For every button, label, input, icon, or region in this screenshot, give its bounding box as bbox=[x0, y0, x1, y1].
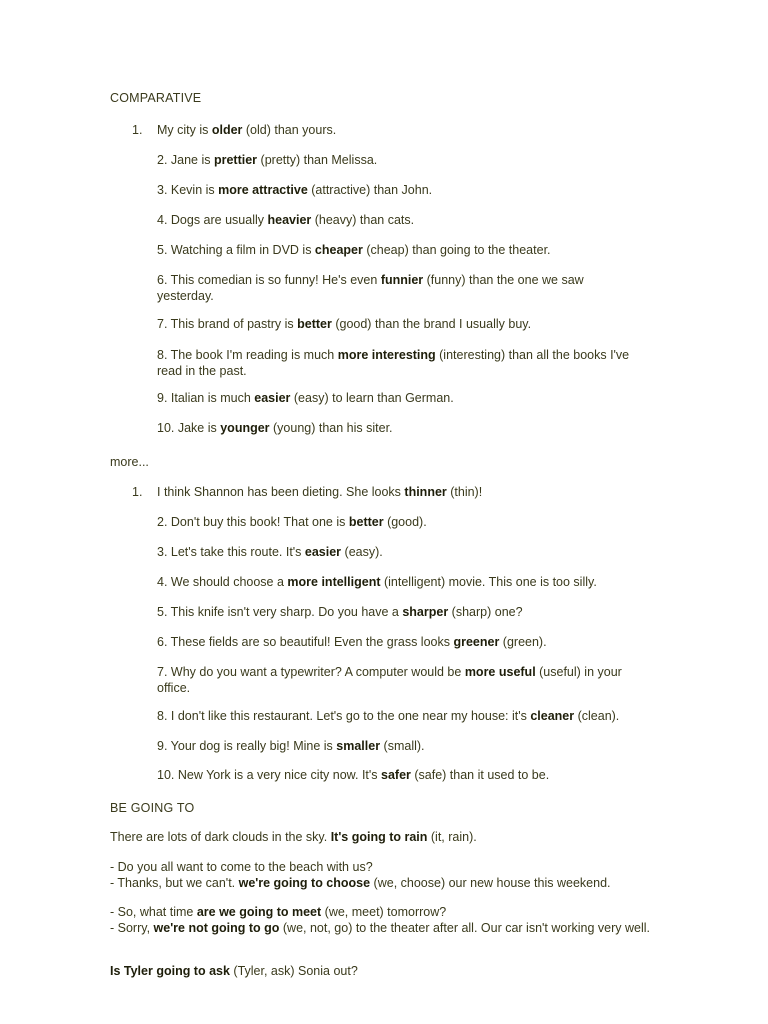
answer-text: Is Tyler going to ask bbox=[110, 964, 230, 978]
answer-text: greener bbox=[453, 635, 500, 649]
exercise-sentence: There are lots of dark clouds in the sky. It's going to rain (it, rain). bbox=[110, 830, 477, 844]
list-item: 3. Kevin is more attractive (attractive) than John. bbox=[157, 183, 433, 197]
list-item: I think Shannon has been dieting. She looks thinner (thin)! bbox=[157, 485, 483, 499]
answer-text: are we going to meet bbox=[196, 905, 322, 919]
list-item: 7. Why do you want a typewriter? A computer would be more useful (useful) in your office. bbox=[157, 665, 622, 695]
dialogue-line: - So, what time are we going to meet (we, meet) tomorrow? bbox=[110, 905, 447, 919]
section-heading-going-to: BE GOING TO bbox=[110, 801, 195, 815]
answer-text: cheaper bbox=[314, 243, 363, 257]
answer-text: It's going to rain bbox=[330, 830, 428, 844]
dialogue-line: - Do you all want to come to the beach with us? bbox=[110, 860, 373, 874]
list-item: 8. I don't like this restaurant. Let's go to the one near my house: it's cleaner (clean). bbox=[157, 709, 620, 723]
answer-text: more attractive bbox=[218, 183, 308, 197]
answer-text: sharper bbox=[402, 605, 449, 619]
answer-text: thinner bbox=[404, 485, 447, 499]
answer-text: better bbox=[297, 317, 332, 331]
answer-text: we're not going to go bbox=[153, 921, 280, 935]
list-item: 9. Your dog is really big! Mine is smaller (small). bbox=[157, 739, 425, 753]
answer-text: smaller bbox=[336, 739, 381, 753]
list-item: 5. Watching a film in DVD is cheaper (cheap) than going to the theater. bbox=[157, 243, 551, 257]
exercise-sentence: Is Tyler going to ask (Tyler, ask) Sonia out? bbox=[110, 964, 358, 978]
dialogue-line: - Sorry, we're not going to go (we, not, go) to the theater after all. Our car isn't working very well. bbox=[110, 921, 650, 935]
list-item: 7. This brand of pastry is better (good) than the brand I usually buy. bbox=[157, 317, 532, 331]
dialogue-line: - Thanks, but we can't. we're going to choose (we, choose) our new house this weekend. bbox=[110, 876, 611, 890]
section-heading-comparative: COMPARATIVE bbox=[110, 91, 202, 105]
list-item: 6. This comedian is so funny! He's even funnier (funny) than the one we saw yesterday. bbox=[157, 273, 584, 303]
answer-text: older bbox=[211, 123, 243, 137]
list-item: 5. This knife isn't very sharp. Do you have a sharper (sharp) one? bbox=[157, 605, 523, 619]
answer-text: easier bbox=[304, 545, 342, 559]
list-item: My city is older (old) than yours. bbox=[157, 123, 337, 137]
list-item: 8. The book I'm reading is much more interesting (interesting) than all the books I've read in the past. bbox=[157, 348, 630, 378]
answer-text: more useful bbox=[464, 665, 536, 679]
list-item: 10. Jake is younger (young) than his siter. bbox=[157, 421, 393, 435]
list-item: 10. New York is a very nice city now. It's safer (safe) than it used to be. bbox=[157, 768, 550, 782]
answer-text: we're going to choose bbox=[238, 876, 371, 890]
list-item: 4. Dogs are usually heavier (heavy) than cats. bbox=[157, 213, 415, 227]
answer-text: more interesting bbox=[337, 348, 436, 362]
answer-text: safer bbox=[381, 768, 411, 782]
dialogue-block bbox=[110, 904, 650, 936]
list-item: 9. Italian is much easier (easy) to learn than German. bbox=[157, 391, 454, 405]
answer-text: funnier bbox=[380, 273, 424, 287]
list-number: 1. bbox=[132, 123, 143, 137]
answer-text: prettier bbox=[213, 153, 258, 167]
answer-text: more intelligent bbox=[287, 575, 381, 589]
answer-text: cleaner bbox=[530, 709, 575, 723]
list-item: 2. Don't buy this book! That one is better (good). bbox=[157, 515, 427, 529]
list-item: 6. These fields are so beautiful! Even the grass looks greener (green). bbox=[157, 635, 547, 649]
section-label-more: more... bbox=[110, 455, 149, 469]
list-number: 1. bbox=[132, 485, 143, 499]
list-item: 4. We should choose a more intelligent (intelligent) movie. This one is too silly. bbox=[157, 575, 597, 589]
answer-text: better bbox=[348, 515, 384, 529]
answer-text: heavier bbox=[267, 213, 312, 227]
answer-text: easier bbox=[254, 391, 291, 405]
list-item: 3. Let's take this route. It's easier (easy). bbox=[157, 545, 383, 559]
answer-text: younger bbox=[220, 421, 270, 435]
dialogue-block bbox=[110, 859, 611, 891]
list-item: 2. Jane is prettier (pretty) than Melissa. bbox=[157, 153, 378, 167]
